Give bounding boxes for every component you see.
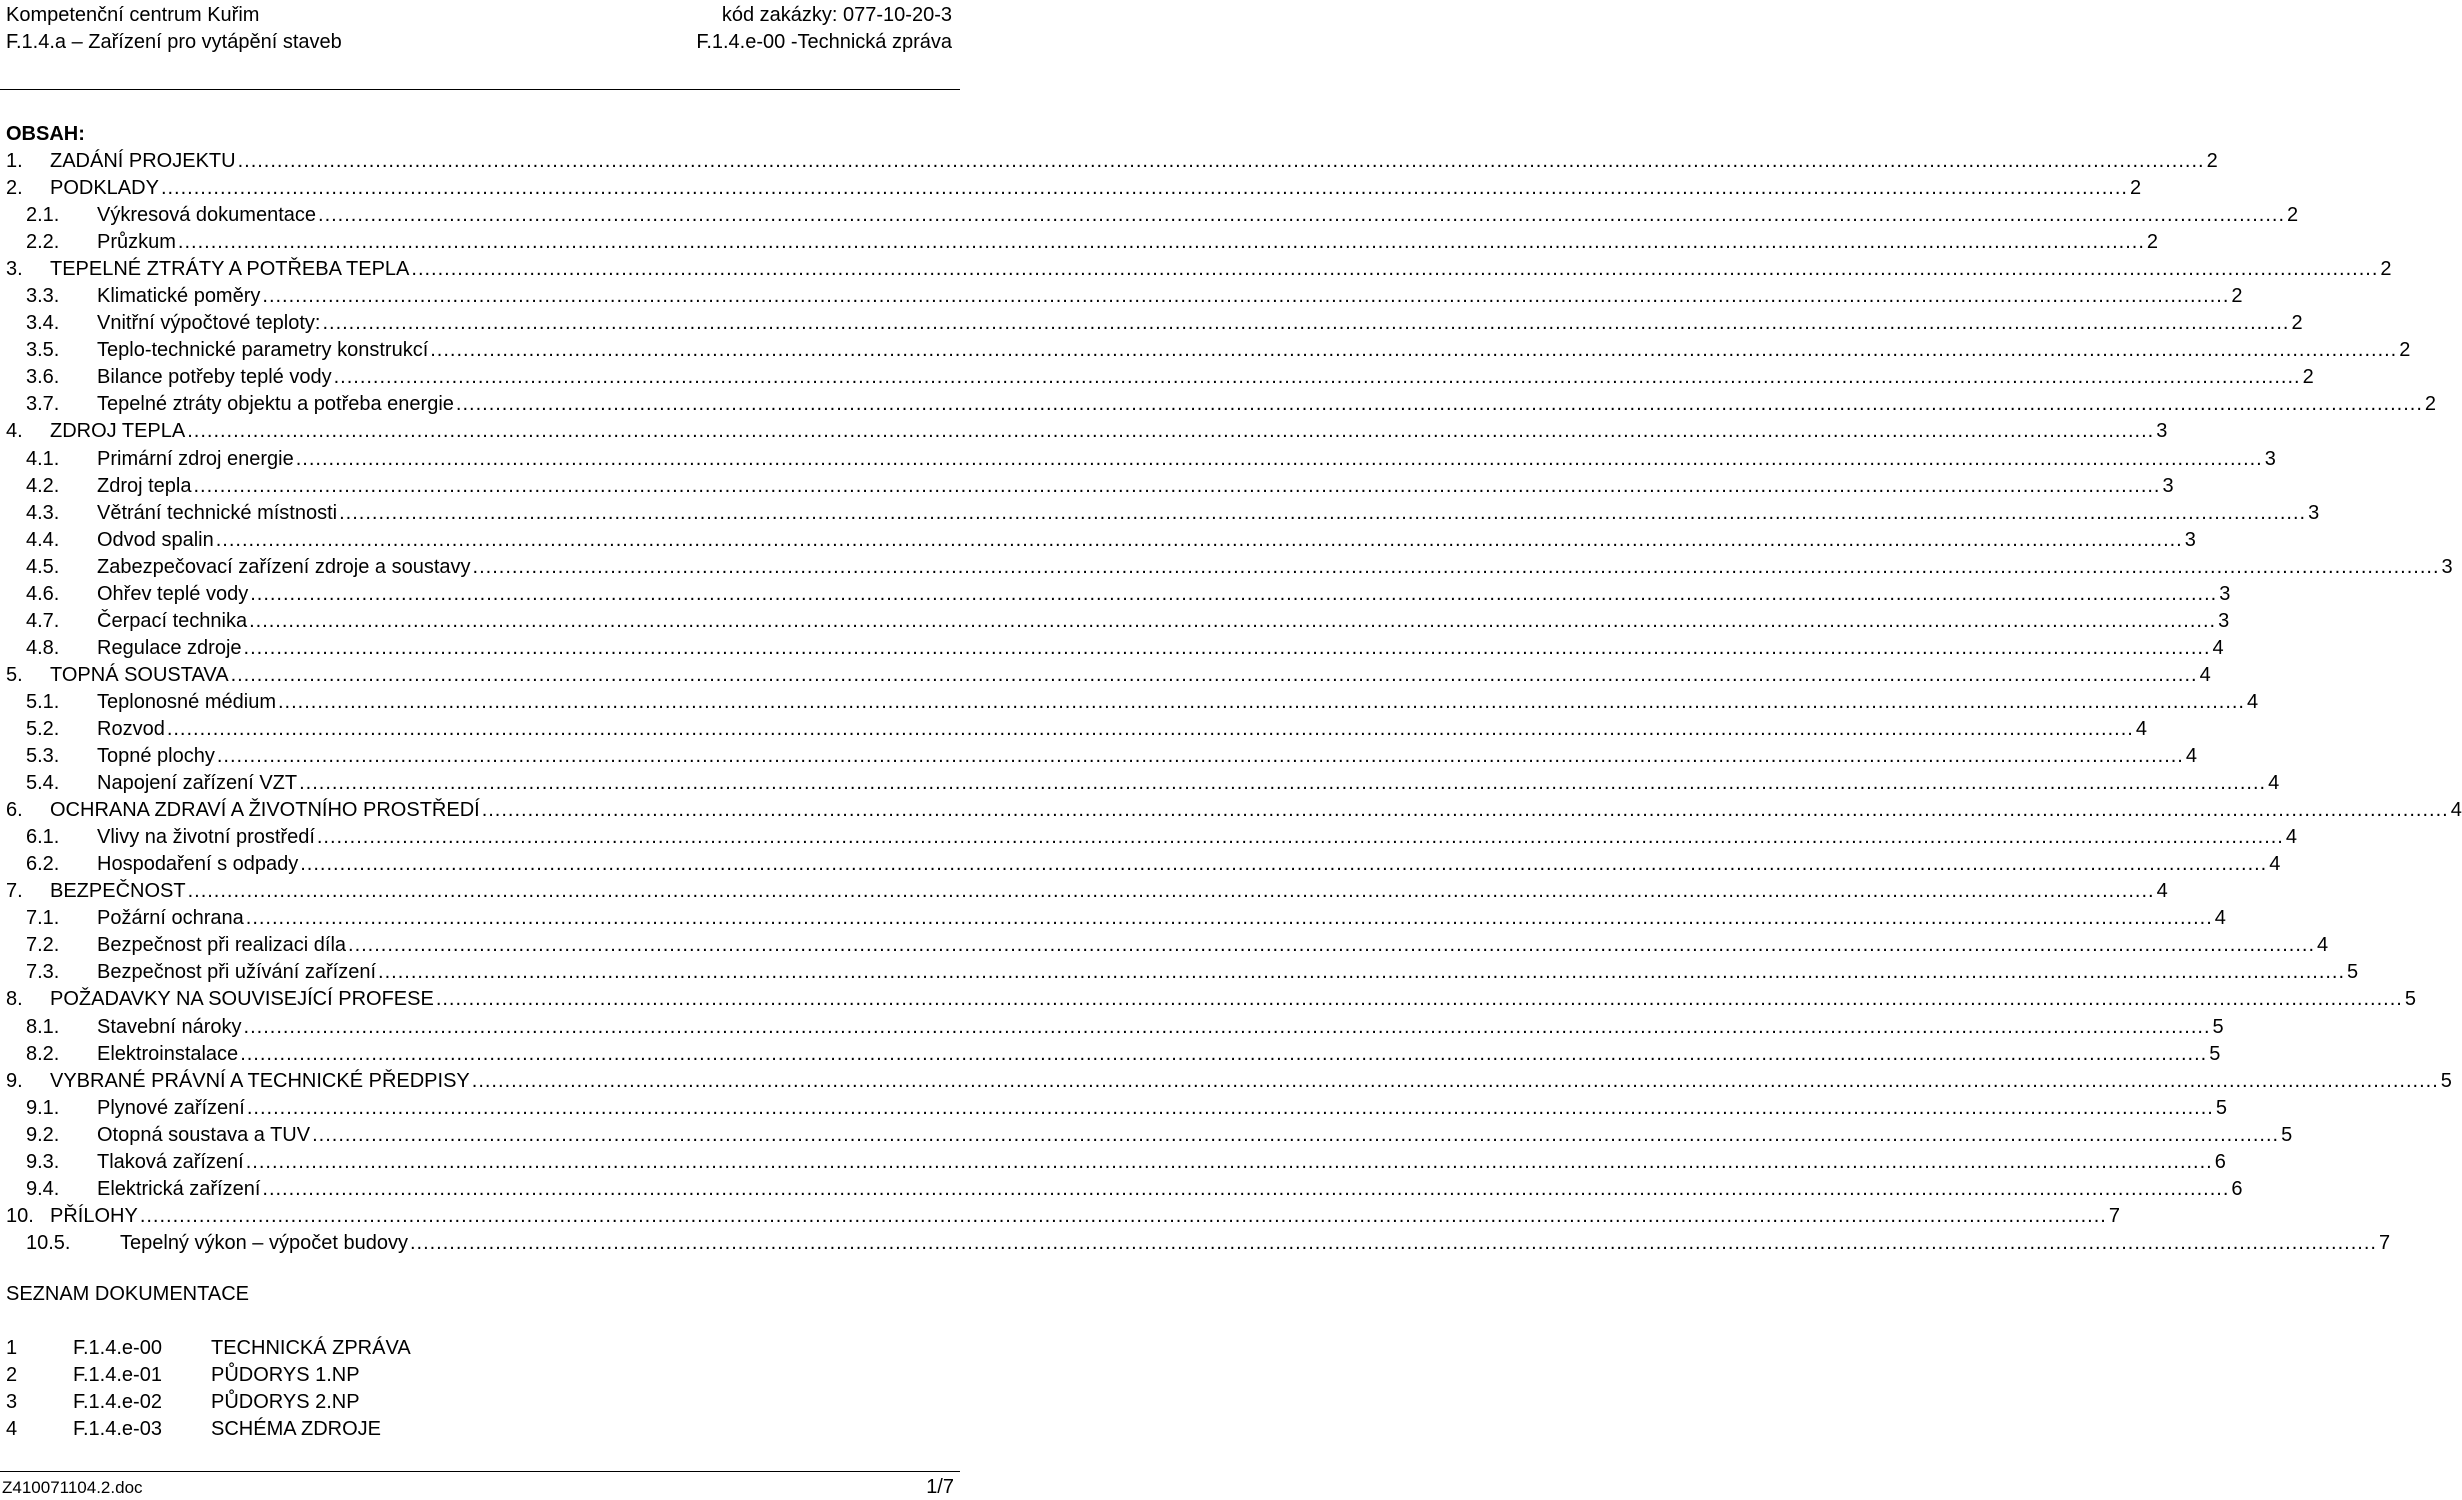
toc-entry-page: 2: [2146, 231, 2159, 254]
table-of-contents: [0, 148, 2462, 1257]
toc-entry-number: 3.6.: [26, 366, 60, 389]
toc-entry-number: 9.: [6, 1069, 23, 1092]
toc-entry-page: 3: [2184, 528, 2196, 551]
toc-entry-label: Bezpečnost při užívání zařízení: [97, 961, 377, 984]
toc-entry-number: 2.: [6, 177, 23, 200]
toc-entry-page: 2: [2129, 177, 2142, 200]
toc-entry[interactable]: [0, 1122, 2293, 1149]
toc-dot-leader: ............................................................................................................................................................................................................................................................................................................: [249, 609, 2217, 632]
toc-entry-page: 5: [2440, 1069, 2452, 1092]
toc-entry-number: 4.5.: [26, 555, 60, 578]
toc-entry-number: 4.8.: [26, 636, 60, 659]
toc-entry[interactable]: [0, 554, 2453, 581]
toc-entry-label: PŘÍLOHY: [50, 1204, 138, 1227]
toc-entry-page: 6: [2214, 1150, 2226, 1173]
toc-entry[interactable]: [0, 608, 2230, 635]
toc-dot-leader: ............................................................................................................................................................................................................................................................................................................: [216, 745, 2184, 768]
toc-entry[interactable]: [0, 851, 2281, 878]
toc-entry-label: BEZPEČNOST: [50, 880, 186, 903]
toc-dot-leader: ............................................................................................................................................................................................................................................................................................................: [278, 690, 2245, 713]
toc-dot-leader: ............................................................................................................................................................................................................................................................................................................: [262, 285, 2230, 308]
toc-entry[interactable]: [0, 527, 2196, 554]
toc-entry[interactable]: [0, 1095, 2227, 1122]
toc-entry-label: Regulace zdroje: [97, 636, 242, 659]
toc-entry-page: 2: [2399, 339, 2411, 362]
toc-entry[interactable]: [0, 202, 2299, 229]
toc-entry-page: 4: [2268, 772, 2280, 795]
toc-title: OBSAH:: [6, 123, 85, 145]
toc-entry-label: Čerpací technika: [97, 609, 248, 632]
toc-entry-number: 6.: [6, 799, 23, 822]
page-header: [6, 2, 952, 56]
toc-dot-leader: ............................................................................................................................................................................................................................................................................................................: [471, 1069, 2439, 1092]
toc-entry-label: Vlivy na životní prostředí: [97, 826, 315, 849]
toc-entry-page: 4: [2212, 636, 2224, 659]
toc-dot-leader: ............................................................................................................................................................................................................................................................................................................: [312, 1123, 2280, 1146]
toc-entry-page: 5: [2209, 1042, 2221, 1065]
toc-dot-leader: ............................................................................................................................................................................................................................................................................................................: [339, 501, 2307, 524]
toc-dot-leader: ............................................................................................................................................................................................................................................................................................................: [455, 393, 2423, 416]
toc-dot-leader: ............................................................................................................................................................................................................................................................................................................: [245, 1150, 2213, 1173]
toc-entry-label: Průzkum: [97, 231, 176, 254]
toc-entry-label: VYBRANÉ PRÁVNÍ A TECHNICKÉ PŘEDPISY: [50, 1069, 470, 1092]
document-title: F.1.4.e-00 -Technická zpráva: [696, 31, 952, 53]
toc-entry-label: Teplo-technické parametry konstrukcí: [97, 339, 429, 362]
toc-entry-number: 9.4.: [26, 1177, 60, 1200]
toc-entry-page: 4: [2269, 853, 2281, 876]
documentation-item-name: PŮDORYS 1.NP: [211, 1364, 360, 1386]
toc-entry-number: 6.2.: [26, 853, 60, 876]
toc-entry[interactable]: [0, 364, 2314, 391]
toc-entry[interactable]: [0, 905, 2226, 932]
toc-entry[interactable]: [0, 1230, 2391, 1257]
toc-entry[interactable]: [0, 959, 2359, 986]
toc-entry-page: 5: [2404, 988, 2416, 1011]
toc-entry-number: 7.1.: [26, 907, 60, 930]
toc-dot-leader: ............................................................................................................................................................................................................................................................................................................: [187, 420, 2155, 443]
documentation-item-number: 3: [6, 1391, 18, 1413]
toc-entry[interactable]: [0, 337, 2411, 364]
documentation-item-number: 2: [6, 1364, 18, 1386]
toc-dot-leader: ............................................................................................................................................................................................................................................................................................................: [243, 636, 2211, 659]
toc-entry-number: 2.2.: [26, 231, 60, 254]
toc-entry-label: Elektroinstalace: [97, 1042, 239, 1065]
header-divider: [0, 89, 960, 90]
toc-dot-leader: ............................................................................................................................................................................................................................................................................................................: [430, 339, 2398, 362]
toc-entry-label: Požární ochrana: [97, 907, 244, 930]
footer-page-indicator: 1/7: [926, 1476, 954, 1498]
toc-entry[interactable]: [0, 500, 2320, 527]
toc-entry[interactable]: [0, 1176, 2243, 1203]
toc-entry-page: 3: [2156, 420, 2168, 443]
toc-entry[interactable]: [0, 1203, 2120, 1230]
toc-entry[interactable]: [0, 283, 2243, 310]
documentation-item-code: F.1.4.e-02: [73, 1391, 162, 1413]
toc-dot-leader: ............................................................................................................................................................................................................................................................................................................: [139, 1204, 2107, 1227]
toc-entry-page: 2: [2380, 258, 2392, 281]
toc-dot-leader: ............................................................................................................................................................................................................................................................................................................: [243, 1015, 2211, 1038]
footer-filename: Z410071104.2.doc: [2, 1478, 143, 1497]
toc-dot-leader: ............................................................................................................................................................................................................................................................................................................: [262, 1177, 2230, 1200]
toc-entry[interactable]: [0, 310, 2303, 337]
toc-entry[interactable]: [0, 1041, 2221, 1068]
toc-entry-page: 3: [2264, 447, 2276, 470]
toc-dot-leader: ............................................................................................................................................................................................................................................................................................................: [187, 880, 2155, 903]
toc-dot-leader: ............................................................................................................................................................................................................................................................................................................: [481, 799, 2449, 822]
toc-entry-number: 5.4.: [26, 772, 60, 795]
toc-entry-page: 5: [2347, 961, 2359, 984]
toc-entry-page: 2: [2206, 150, 2218, 172]
toc-entry-number: 8.1.: [26, 1015, 60, 1038]
toc-entry[interactable]: [0, 256, 2392, 283]
toc-entry-label: Napojení zařízení VZT: [97, 772, 298, 795]
toc-entry[interactable]: [0, 1014, 2224, 1041]
toc-entry-page: 4: [2156, 880, 2168, 903]
toc-entry-number: 9.2.: [26, 1123, 60, 1146]
order-code: kód zakázky: 077-10-20-3: [721, 4, 952, 26]
toc-entry[interactable]: [0, 391, 2437, 418]
page-footer: [2, 1476, 954, 1499]
toc-dot-leader: ............................................................................................................................................................................................................................................................................................................: [237, 150, 2205, 172]
toc-entry-page: 3: [2162, 474, 2174, 497]
toc-entry-page: 4: [2450, 799, 2462, 822]
toc-entry[interactable]: [0, 662, 2211, 689]
toc-dot-leader: ............................................................................................................................................................................................................................................................................................................: [333, 366, 2301, 389]
toc-entry-number: 10.5.: [26, 1231, 71, 1254]
toc-entry-label: Topné plochy: [97, 745, 215, 768]
toc-entry-page: 6: [2231, 1177, 2243, 1200]
documentation-item-number: 4: [6, 1418, 18, 1440]
toc-entry-page: 4: [2185, 745, 2197, 768]
toc-entry-label: Otopná soustava a TUV: [97, 1123, 311, 1146]
documentation-list-title: SEZNAM DOKUMENTACE: [6, 1283, 249, 1305]
toc-entry-label: Teplonosné médium: [97, 690, 276, 713]
toc-entry[interactable]: [0, 743, 2197, 770]
toc-entry-page: 2: [2291, 312, 2303, 335]
toc-entry-label: Zdroj tepla: [97, 474, 192, 497]
toc-entry-page: 5: [2215, 1096, 2227, 1119]
toc-dot-leader: ............................................................................................................................................................................................................................................................................................................: [322, 312, 2290, 335]
toc-entry[interactable]: [0, 418, 2168, 445]
toc-entry-label: ZADÁNÍ PROJEKTU: [50, 150, 236, 172]
toc-entry-page: 4: [2247, 690, 2259, 713]
toc-entry[interactable]: [0, 1149, 2226, 1176]
toc-entry-number: 8.2.: [26, 1042, 60, 1065]
toc-dot-leader: ............................................................................................................................................................................................................................................................................................................: [193, 474, 2161, 497]
section-title: F.1.4.a – Zařízení pro vytápění staveb: [6, 31, 342, 53]
documentation-item-code: F.1.4.e-00: [73, 1337, 162, 1359]
toc-entry-number: 5.1.: [26, 690, 60, 713]
toc-entry[interactable]: [0, 770, 2280, 797]
toc-entry-number: 3.4.: [26, 312, 60, 335]
toc-entry-number: 9.3.: [26, 1150, 60, 1173]
documentation-item-code: F.1.4.e-03: [73, 1418, 162, 1440]
toc-entry-page: 2: [2424, 393, 2437, 416]
toc-entry[interactable]: [0, 716, 2147, 743]
toc-entry[interactable]: [0, 1068, 2452, 1095]
toc-entry-page: 2: [2287, 204, 2299, 227]
toc-dot-leader: ............................................................................................................................................................................................................................................................................................................: [299, 772, 2267, 795]
toc-entry-page: 7: [2378, 1231, 2391, 1254]
toc-entry-page: 5: [2281, 1123, 2293, 1146]
toc-entry[interactable]: [0, 824, 2297, 851]
toc-entry-label: Ohřev teplé vody: [97, 582, 249, 605]
toc-entry[interactable]: [0, 689, 2259, 716]
toc-entry-page: 3: [2219, 582, 2231, 605]
toc-entry-number: 4.4.: [26, 528, 60, 551]
toc-entry-page: 2: [2302, 366, 2314, 389]
toc-entry-label: Elektrická zařízení: [97, 1177, 261, 1200]
toc-dot-leader: ............................................................................................................................................................................................................................................................................................................: [240, 1042, 2208, 1065]
toc-dot-leader: ............................................................................................................................................................................................................................................................................................................: [230, 663, 2198, 686]
toc-entry-number: 8.: [6, 988, 23, 1011]
toc-dot-leader: ............................................................................................................................................................................................................................................................................................................: [246, 1096, 2214, 1119]
toc-entry-label: PODKLADY: [50, 177, 159, 200]
toc-entry-label: TEPELNÉ ZTRÁTY A POTŘEBA TEPLA: [50, 258, 410, 281]
toc-entry-label: Plynové zařízení: [97, 1096, 245, 1119]
toc-entry-number: 7.2.: [26, 934, 60, 957]
toc-entry-label: POŽADAVKY NA SOUVISEJÍCÍ PROFESE: [50, 988, 434, 1011]
toc-entry-number: 3.5.: [26, 339, 60, 362]
documentation-item-code: F.1.4.e-01: [73, 1364, 162, 1386]
toc-entry-label: TOPNÁ SOUSTAVA: [50, 663, 229, 686]
toc-entry-number: 3.3.: [26, 285, 60, 308]
toc-dot-leader: ............................................................................................................................................................................................................................................................................................................: [409, 1231, 2377, 1254]
toc-dot-leader: ............................................................................................................................................................................................................................................................................................................: [378, 961, 2346, 984]
toc-entry-number: 3.: [6, 258, 23, 281]
toc-entry-number: 1.: [6, 150, 23, 172]
toc-entry-number: 4.3.: [26, 501, 60, 524]
toc-entry-label: Bezpečnost při realizaci díla: [97, 934, 347, 957]
toc-entry-number: 6.1.: [26, 826, 60, 849]
toc-dot-leader: ............................................................................................................................................................................................................................................................................................................: [166, 717, 2134, 740]
toc-entry-number: 4.1.: [26, 447, 60, 470]
documentation-item-number: 1: [6, 1337, 18, 1359]
toc-entry-label: Vnitřní výpočtové teploty:: [97, 312, 321, 335]
toc-dot-leader: ............................................................................................................................................................................................................................................................................................................: [411, 258, 2379, 281]
toc-entry-label: Zabezpečovací zařízení zdroje a soustavy: [97, 555, 471, 578]
toc-entry-label: Bilance potřeby teplé vody: [97, 366, 332, 389]
toc-entry-label: Tlaková zařízení: [97, 1150, 244, 1173]
toc-entry-number: 7.3.: [26, 961, 60, 984]
toc-entry-number: 2.1.: [26, 204, 60, 227]
toc-entry-number: 5.2.: [26, 717, 60, 740]
toc-dot-leader: ............................................................................................................................................................................................................................................................................................................: [435, 988, 2403, 1011]
toc-dot-leader: ............................................................................................................................................................................................................................................................................................................: [318, 204, 2286, 227]
toc-entry-label: ZDROJ TEPLA: [50, 420, 186, 443]
toc-entry-label: Odvod spalin: [97, 528, 214, 551]
toc-entry-page: 3: [2218, 609, 2230, 632]
toc-entry[interactable]: [0, 581, 2231, 608]
toc-dot-leader: ............................................................................................................................................................................................................................................................................................................: [316, 826, 2284, 849]
toc-entry-label: Tepelné ztráty objektu a potřeba energie: [97, 393, 454, 416]
toc-entry-number: 9.1.: [26, 1096, 60, 1119]
toc-entry-page: 4: [2285, 826, 2297, 849]
toc-entry[interactable]: [0, 229, 2159, 256]
toc-entry-label: Primární zdroj energie: [97, 447, 294, 470]
toc-entry-number: 4.2.: [26, 474, 60, 497]
toc-dot-leader: ............................................................................................................................................................................................................................................................................................................: [245, 907, 2213, 930]
toc-entry-label: Větrání technické místnosti: [97, 501, 338, 524]
toc-entry-label: Tepelný výkon – výpočet budovy: [120, 1231, 408, 1254]
toc-entry-label: OCHRANA ZDRAVÍ A ŽIVOTNÍHO PROSTŘEDÍ: [50, 799, 480, 822]
toc-entry-page: 4: [2199, 663, 2211, 686]
toc-entry-label: Stavební nároky: [97, 1015, 242, 1038]
documentation-item-name: SCHÉMA ZDROJE: [211, 1418, 382, 1440]
toc-entry-number: 10.: [6, 1204, 34, 1227]
toc-entry-number: 4.6.: [26, 582, 60, 605]
toc-entry-page: 4: [2317, 934, 2329, 957]
toc-dot-leader: ............................................................................................................................................................................................................................................................................................................: [215, 528, 2183, 551]
toc-dot-leader: ............................................................................................................................................................................................................................................................................................................: [177, 231, 2145, 254]
toc-entry[interactable]: [0, 878, 2168, 905]
toc-dot-leader: ............................................................................................................................................................................................................................................................................................................: [295, 447, 2263, 470]
toc-entry[interactable]: [0, 148, 2218, 175]
toc-entry-number: 3.7.: [26, 393, 60, 416]
toc-entry-page: 4: [2135, 717, 2147, 740]
toc-entry-page: 4: [2214, 907, 2226, 930]
toc-entry[interactable]: [0, 986, 2416, 1013]
toc-entry[interactable]: [0, 797, 2462, 824]
toc-entry[interactable]: [0, 446, 2276, 473]
toc-entry-number: 4.: [6, 420, 23, 443]
toc-dot-leader: ............................................................................................................................................................................................................................................................................................................: [250, 582, 2218, 605]
toc-dot-leader: ............................................................................................................................................................................................................................................................................................................: [348, 934, 2316, 957]
toc-dot-leader: ............................................................................................................................................................................................................................................................................................................: [472, 555, 2440, 578]
footer-divider: [0, 1471, 960, 1472]
project-name: Kompetenční centrum Kuřim: [6, 4, 260, 26]
toc-entry-label: Klimatické poměry: [97, 285, 261, 308]
toc-entry-page: 3: [2441, 555, 2453, 578]
toc-dot-leader: ............................................................................................................................................................................................................................................................................................................: [160, 177, 2128, 200]
toc-entry-number: 5.: [6, 663, 23, 686]
documentation-item-name: TECHNICKÁ ZPRÁVA: [211, 1337, 411, 1359]
toc-entry[interactable]: [0, 635, 2224, 662]
toc-entry-number: 4.7.: [26, 609, 60, 632]
toc-entry-page: 7: [2108, 1204, 2120, 1227]
toc-entry-label: Rozvod: [97, 717, 165, 740]
toc-entry[interactable]: [0, 175, 2142, 202]
toc-entry-number: 5.3.: [26, 745, 60, 768]
toc-entry[interactable]: [0, 932, 2329, 959]
toc-entry-number: 7.: [6, 880, 23, 903]
documentation-item-name: PŮDORYS 2.NP: [211, 1391, 360, 1413]
toc-entry[interactable]: [0, 473, 2174, 500]
toc-entry-label: Výkresová dokumentace: [97, 204, 317, 227]
toc-entry-page: 5: [2212, 1015, 2224, 1038]
toc-dot-leader: ............................................................................................................................................................................................................................................................................................................: [300, 853, 2268, 876]
toc-entry-page: 2: [2231, 285, 2243, 308]
toc-entry-page: 3: [2308, 501, 2320, 524]
toc-entry-label: Hospodaření s odpady: [97, 853, 299, 876]
